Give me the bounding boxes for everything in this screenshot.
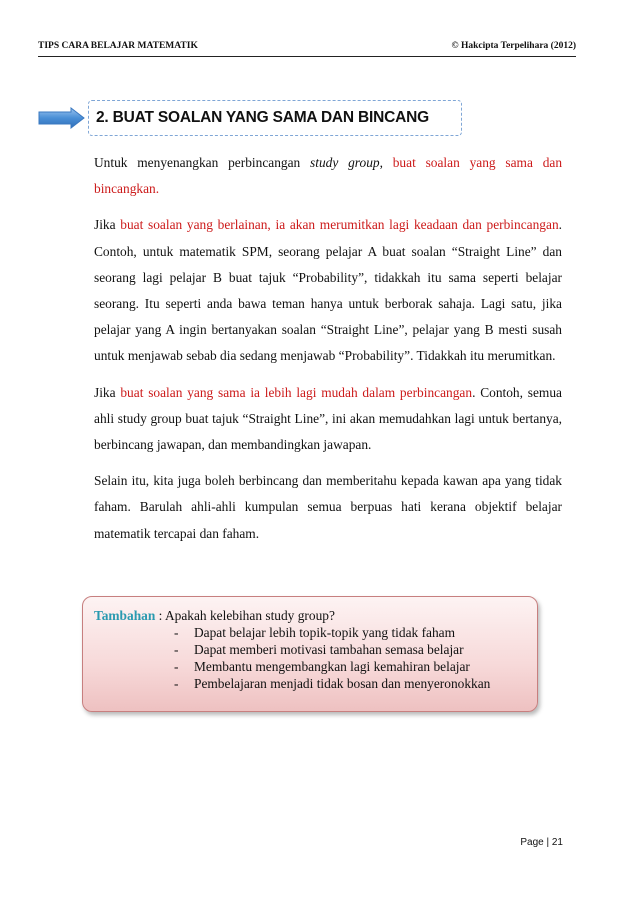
- tip-heading: [94, 607, 537, 624]
- section-heading: 2. BUAT SOALAN YANG SAMA DAN BINCANG: [96, 109, 429, 126]
- list-item: - Membantu mengembangkan lagi kemahiran belajar: [174, 659, 470, 674]
- tip-question: : Apakah kelebihan study group?: [155, 608, 335, 623]
- p1-comma: ,: [379, 155, 393, 170]
- page-header: [38, 41, 576, 51]
- p2-text-start: Jika: [94, 217, 121, 233]
- tip-item-text: Dapat belajar lebih topik-topik yang tidak faham: [194, 625, 456, 640]
- body-content: [94, 150, 562, 557]
- paragraph-2: [94, 212, 562, 369]
- tip-item-text: Membantu mengembangkan lagi kemahiran belajar: [194, 659, 470, 674]
- header-title: TIPS CARA BELAJAR MATEMATIK: [38, 41, 198, 51]
- list-item: - Dapat belajar lebih topik-topik yang tidak faham: [174, 625, 456, 640]
- paragraph-4: Selain itu, kita juga boleh berbincang dan memberitahu kepada kawan apa yang tidak faham. Barulah ahli-ahli kumpulan semua berpuas hati kerana objektif belajar matematik tercapai dan faham.: [94, 473, 562, 541]
- list-item: - Dapat memberi motivasi tambahan semasa belajar: [174, 642, 464, 657]
- tip-item-text: Dapat memberi motivasi tambahan semasa belajar: [194, 642, 464, 657]
- tip-list: [94, 624, 537, 692]
- tip-box: [82, 596, 538, 712]
- p3-highlight: buat soalan yang sama ia lebih lagi mudah dalam perbincangan: [120, 384, 473, 400]
- tip-title: Tambahan: [94, 608, 156, 623]
- p3-text-rest: . Contoh, semua ahli study group buat tajuk “Straight Line”, ini akan memudahkan lagi untuk bertanya, berbincang jawapan, dan membandingkan jawapan.: [94, 384, 562, 453]
- list-item: - Pembelajaran menjadi tidak bosan dan menyeronokkan: [174, 676, 491, 691]
- p2-highlight: buat soalan yang berlainan, ia akan merumitkan lagi keadaan dan perbincangan: [120, 217, 559, 233]
- paragraph-1: [94, 150, 562, 202]
- header-copyright: © Hakcipta Terpelihara (2012): [451, 41, 576, 51]
- section-heading-box: [88, 100, 462, 136]
- header-divider: [38, 56, 576, 57]
- p1-highlight: buat soalan yang sama dan bincangkan.: [94, 155, 563, 197]
- page-number: Page | 21: [520, 837, 563, 848]
- p1-study-group: study group: [310, 155, 380, 170]
- tip-item-text: Pembelajaran menjadi tidak bosan dan menyeronokkan: [194, 676, 491, 691]
- p2-text-rest: . Contoh, untuk matematik SPM, seorang pelajar A buat soalan “Straight Line” dan seorang lagi pelajar B buat tajuk “Probability”, tidakkah itu sama seperti belajar seorang. Itu seperti anda bawa teman hanya untuk berborak sahaja. Lagi satu, jika pelajar yang A ingin bertanyakan soalan “Straight Line”, pelajar yang B mesti susah untuk menjawab sebab dia sedang menjawab “Probability”. Tidakkah itu merumitkan.: [94, 217, 562, 364]
- p1-text: Untuk menyenangkan perbincangan: [94, 155, 311, 170]
- p3-text-start: Jika: [94, 384, 121, 400]
- right-arrow-icon: [38, 107, 86, 129]
- paragraph-3: [94, 380, 562, 459]
